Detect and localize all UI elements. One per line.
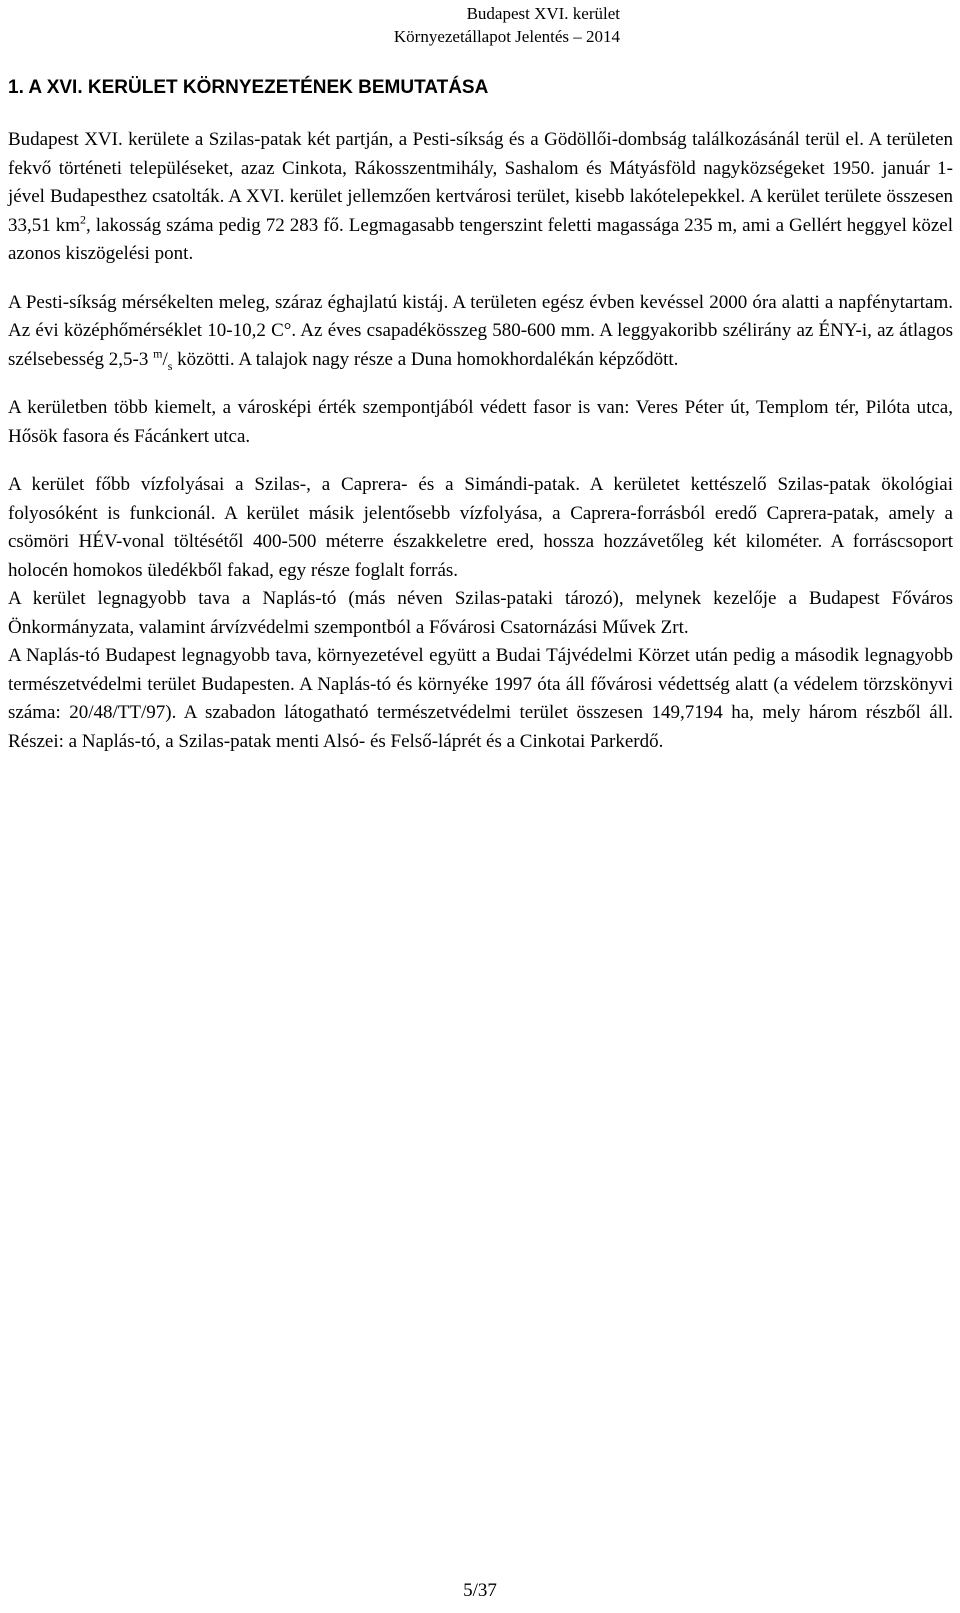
paragraph-protected-area: A Naplás-tó Budapest legnagyobb tava, környezetével együtt a Budai Tájvédelmi Körzet után pedig a második legnagyobb természetvédelmi terület Budapesten. A Naplás-tó és környéke 1997 óta áll fővárosi védettség alatt (a védelem törzskönyvi száma: 20/48/TT/97). A szabadon látogatható természetvédelmi terület összesen 149,7194 ha, mely három részből áll. Részei: a Naplás-tó, a Szilas-patak menti Alsó- és Felső-láprét és a Cinkotai Parkerdő. [8, 645, 953, 752]
paragraph-intro [8, 126, 953, 269]
paragraph-climate-text-b: közötti. A talajok nagy része a Duna homokhordalékán képződött. [172, 348, 679, 370]
paragraph-intro-text-a: Budapest XVI. kerülete a Szilas-patak két partján, a Pesti-síkság és a Gödöllői-dombság találkozásánál terül el. A területen fekvő történeti településeket, azaz Cinkota, Rákosszentmihály, Sashalom és Mátyásföld nagyközségeket 1950. január 1-jével Budapesthez csatolták. A XVI. kerület jellemzően kertvárosi terület, kisebb lakótelepekkel. A kerület területe összesen 33,51 km [8, 129, 953, 236]
paragraph-climate-text-a: A Pesti-síkság mérsékelten meleg, száraz éghajlatú kistáj. A területen egész évben kevéssel 2000 óra alatti a napfénytartam. Az évi középhőmérséklet 10-10,2 C°. Az éves csapadékösszeg 580-600 mm. A leggyakoribb szélirány az ÉNY-i, az átlagos szélsebesség 2,5-3 [8, 291, 953, 370]
paragraph-climate [8, 289, 953, 375]
paragraph-waterways: A kerület főbb vízfolyásai a Szilas-, a Caprera- és a Simándi-patak. A kerületet kettészelő Szilas-patak ökológiai folyosóként is funkcionál. A kerület másik jelentősebb vízfolyása, a Caprera-forrásból eredő Caprera-patak, amely a csömöri HÉV-vonal töltésétől 400-500 méterre északkeletre ered, hossza hozzávetőleg két kilométer. A forráscsoport holocén homokos üledékből fakad, egy része foglalt forrás. [8, 474, 953, 581]
header-report-title: Környezetállapot Jelentés – 2014 [393, 27, 620, 46]
document-body [8, 126, 953, 756]
paragraph-lake: A kerület legnagyobb tava a Naplás-tó (más néven Szilas-pataki tározó), melynek kezelője a Budapest Főváros Önkormányzata, valamint árvízvédelmi szempontból a Fővárosi Csatornázási Művek Zrt. [8, 588, 953, 638]
paragraph-avenues: A kerületben több kiemelt, a városképi érték szempontjából védett fasor is van: Veres Péter út, Templom tér, Pilóta utca, Hősök fasora és Fácánkert utca. [8, 397, 953, 447]
page-number: 5/37 [463, 1580, 497, 1601]
speed-unit-numerator: m [153, 346, 163, 361]
speed-unit-denominator: s [167, 358, 173, 373]
section-title: 1. A XVI. KERÜLET KÖRNYEZETÉNEK BEMUTATÁSA [8, 77, 489, 98]
speed-unit-slash: / [162, 348, 168, 370]
page-header [394, 2, 620, 48]
header-district: Budapest XVI. kerület [466, 4, 620, 23]
area-unit-superscript: 2 [80, 212, 87, 227]
paragraph-intro-text-b: , lakosság száma pedig 72 283 fő. Legmagasabb tengerszint feletti magassága 235 m, ami a Gellért heggyel közel azonos kiszögelési pont. [8, 214, 954, 264]
